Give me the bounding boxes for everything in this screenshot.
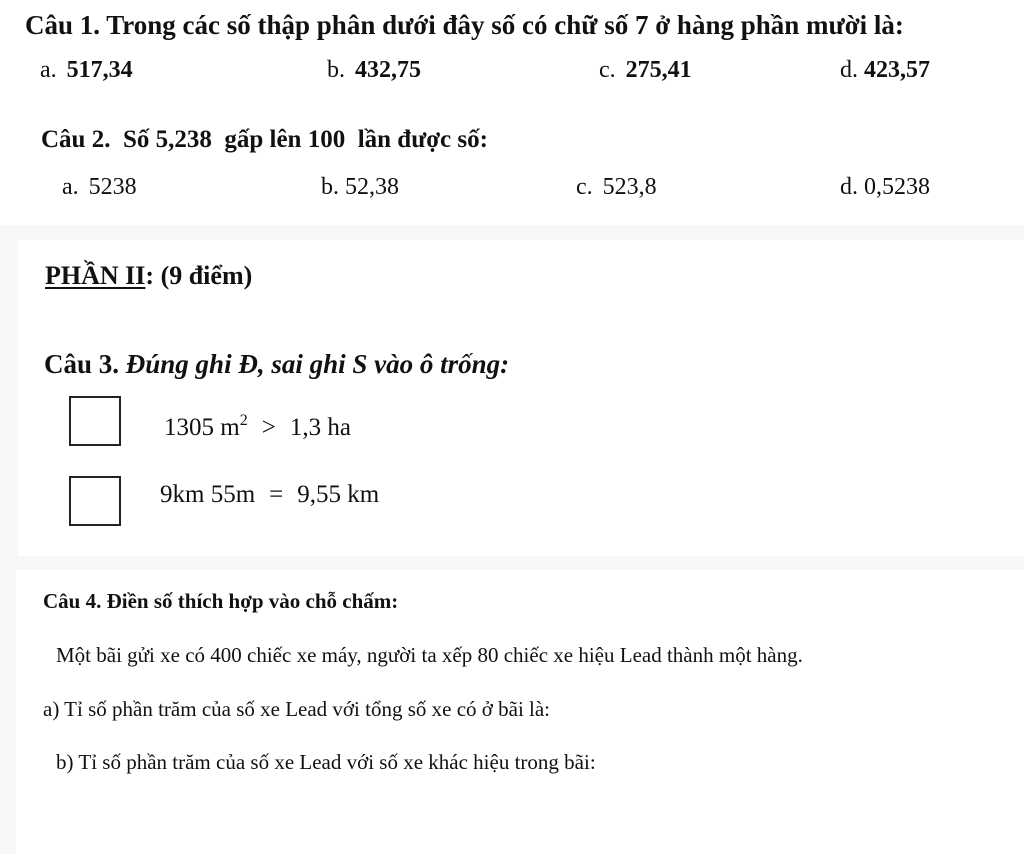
q3-statement-2-operator: = bbox=[269, 481, 284, 508]
q3-statement-1-operator: > bbox=[261, 414, 276, 441]
q3-answer-box-2[interactable] bbox=[69, 476, 121, 526]
question-4-intro: Một bãi gửi xe có 400 chiếc xe máy, người ta xếp 80 chiếc xe hiệu Lead thành một hàng. bbox=[56, 643, 803, 667]
q1-option-d-value: 423,57 bbox=[864, 57, 930, 83]
q2-option-d-value: 0,5238 bbox=[864, 174, 930, 200]
question-4-part-b: b) Tỉ số phần trăm của số xe Lead với số xe khác hiệu trong bãi: bbox=[56, 750, 596, 774]
q2-option-b-value: 52,38 bbox=[345, 174, 399, 200]
q2-option-a[interactable] bbox=[62, 174, 137, 201]
q1-option-a-value: 517,34 bbox=[66, 57, 133, 83]
q2-option-b[interactable] bbox=[321, 174, 399, 201]
q3-statement-1 bbox=[164, 414, 351, 442]
q3-answer-box-1[interactable] bbox=[69, 396, 121, 446]
q2-option-c-value: 523,8 bbox=[602, 174, 657, 200]
q1-option-b[interactable] bbox=[327, 57, 421, 84]
q1-option-c[interactable] bbox=[599, 57, 692, 84]
q2-option-c-letter: c. bbox=[576, 174, 593, 200]
question-1-heading: Câu 1. Trong các số thập phân dưới đây số có chữ số 7 ở hàng phần mười là: bbox=[25, 10, 904, 40]
part-2-title bbox=[45, 261, 252, 291]
q2-option-b-letter: b. bbox=[321, 174, 339, 200]
question-4-heading: Câu 4. Điền số thích hợp vào chỗ chấm: bbox=[43, 589, 399, 613]
q3-statement-1-exponent: 2 bbox=[239, 412, 248, 429]
q1-option-a[interactable] bbox=[40, 57, 133, 84]
q1-option-d[interactable] bbox=[840, 57, 930, 84]
q3-statement-2-left: 9km 55m bbox=[160, 481, 256, 508]
q2-option-a-value: 5238 bbox=[88, 174, 137, 200]
q1-option-d-letter: d. bbox=[840, 57, 858, 83]
q2-option-c[interactable] bbox=[576, 174, 657, 201]
q3-statement-1-left: 1305 m bbox=[164, 414, 240, 441]
q3-statement-2 bbox=[160, 481, 379, 509]
q2-option-d-letter: d. bbox=[840, 174, 858, 200]
q2-option-a-letter: a. bbox=[62, 174, 79, 200]
part-2-points: : (9 điểm) bbox=[145, 261, 253, 290]
question-2-heading: Câu 2. Số 5,238 gấp lên 100 lần được số: bbox=[41, 126, 488, 153]
q3-statement-1-right: 1,3 ha bbox=[289, 414, 351, 441]
q3-statement-2-right: 9,55 km bbox=[297, 481, 380, 508]
question-4-part-a: a) Tỉ số phần trăm của số xe Lead với tổng số xe có ở bãi là: bbox=[43, 697, 551, 721]
q1-option-c-value: 275,41 bbox=[625, 57, 692, 83]
q1-option-a-letter: a. bbox=[40, 57, 57, 83]
q2-option-d[interactable] bbox=[840, 174, 930, 201]
part-2-label: PHẦN II bbox=[45, 261, 146, 290]
q1-option-b-letter: b. bbox=[327, 57, 345, 83]
question-3-heading bbox=[44, 349, 509, 380]
q1-option-c-letter: c. bbox=[599, 57, 616, 83]
q1-option-b-value: 432,75 bbox=[355, 57, 421, 83]
question-3-number: Câu 3. bbox=[44, 349, 120, 379]
question-3-instruction: Đúng ghi Đ, sai ghi S vào ô trống: bbox=[125, 349, 510, 379]
